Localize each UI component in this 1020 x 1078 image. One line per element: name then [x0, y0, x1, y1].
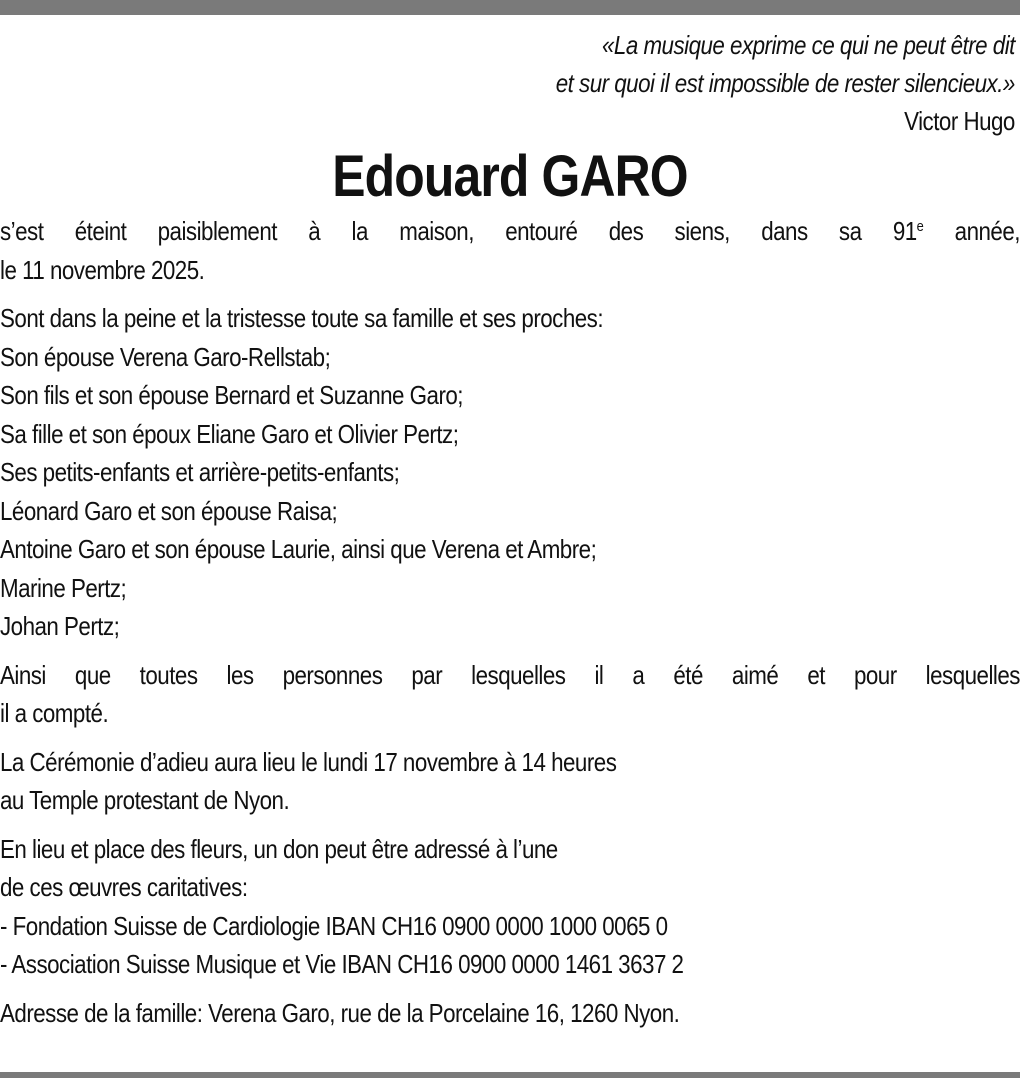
donations-line-2: de ces œuvres caritatives: — [0, 872, 248, 902]
donations-line-1: En lieu et place des fleurs, un don peut être adressé à l’une — [0, 833, 558, 864]
announcement-text-b: année, — [923, 216, 1020, 246]
ordinal-suffix: e — [916, 218, 924, 235]
announcement-paragraph — [0, 212, 1020, 289]
family-member: Marine Pertz; — [0, 572, 127, 603]
family-paragraph — [0, 299, 1020, 646]
others-line-1: Ainsi que toutes les personnes par lesquelles il a été aimé et pour lesquelles — [0, 659, 1020, 690]
family-intro: Sont dans la peine et la tristesse toute sa famille et ses proches: — [0, 303, 604, 333]
deceased-name: Edouard GARO — [332, 144, 688, 209]
top-rule — [0, 0, 1020, 15]
quote-author: Victor Hugo — [904, 106, 1015, 136]
family-member: Antoine Garo et son épouse Laurie, ainsi que Verena et Ambre; — [0, 534, 597, 564]
announcement-line-2: le 11 novembre 2025. — [0, 254, 205, 285]
ceremony-line-1: La Cérémonie d’adieu aura lieu le lundi 17 novembre à 14 heures — [0, 746, 617, 777]
announcement-text-a: s’est éteint paisiblement à la maison, entouré des siens, dans sa 91 — [0, 216, 917, 246]
others-line-2: il a compté. — [0, 698, 109, 728]
ceremony-paragraph — [0, 743, 1020, 820]
announcement-line-1 — [0, 212, 1020, 251]
quote-line-1: «La musique exprime ce qui ne peut être dit — [601, 30, 1015, 60]
family-member: Sa fille et son époux Eliane Garo et Olivier Pertz; — [0, 418, 459, 449]
donations-paragraph — [0, 830, 1020, 984]
family-member: Ses petits-enfants et arrière-petits-enfants; — [0, 457, 400, 487]
family-member: Johan Pertz; — [0, 611, 120, 641]
ceremony-line-2: au Temple protestant de Nyon. — [0, 785, 290, 815]
family-member: Son fils et son épouse Bernard et Suzanne Garo; — [0, 380, 464, 410]
obituary-notice — [0, 26, 1020, 1042]
others-paragraph — [0, 656, 1020, 733]
bottom-rule — [0, 1072, 1020, 1078]
family-member: Léonard Garo et son épouse Raisa; — [0, 495, 338, 526]
family-member: Son épouse Verena Garo-Rellstab; — [0, 341, 331, 372]
quote-line-2: et sur quoi il est impossible de rester silencieux.» — [555, 68, 1015, 98]
address-paragraph — [0, 994, 1020, 1033]
family-address: Adresse de la famille: Verena Garo, rue de la Porcelaine 16, 1260 Nyon. — [0, 997, 680, 1028]
epigraph-quote — [143, 26, 1020, 140]
donation-item: - Fondation Suisse de Cardiologie IBAN CH16 0900 0000 1000 0065 0 — [0, 910, 668, 941]
donation-item: - Association Suisse Musique et Vie IBAN CH16 0900 0000 1461 3637 2 — [0, 949, 684, 979]
notice-body — [0, 212, 1020, 1032]
